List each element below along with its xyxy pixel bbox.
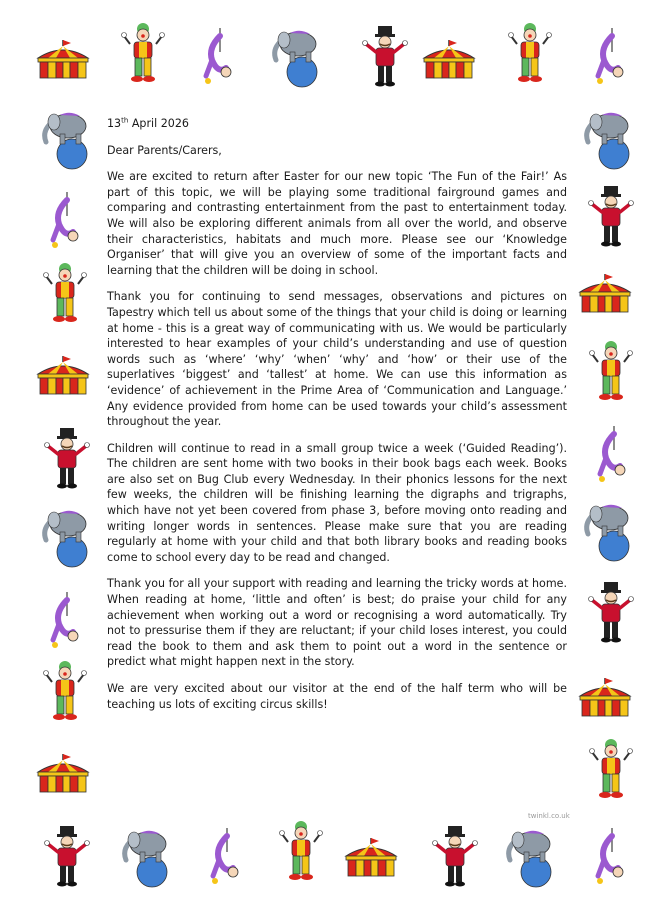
acrobat-icon — [45, 190, 85, 252]
ringmaster-icon — [586, 582, 636, 644]
letter-date — [107, 116, 567, 132]
elephant-on-ball-icon — [502, 826, 560, 890]
date-month-year: April 2026 — [128, 117, 189, 130]
ringmaster-icon — [42, 428, 92, 490]
clown-icon — [586, 340, 636, 402]
circus-tent-icon — [34, 38, 92, 80]
elephant-on-ball-icon — [38, 108, 96, 172]
ringmaster-icon — [430, 826, 480, 888]
letter-paragraph: Thank you for all your support with reading and learning the tricky words at home. When reading at home, ‘little and often’ is best; do praise your child for any achievement when working out a word or recognising a word automatically. Try not to pressurise them if they are reluctant; if your child loses interest, you could read the book to them and ask them to point out a word in the sentence or predict what might happen next in the story. — [107, 577, 567, 669]
letter-paragraph: Children will continue to read in a small group twice a week (‘Guided Reading’). The children are sent home with two books in their book bags each week. Books are also set on Bug Club every Wednesday. In their phonics lessons for the next few weeks, the children will be finishing learning the digraphs and trigraphs, which have not yet been covered from phase 3, before moving onto reading and writing longer words in sentences. Please make sure that you are reading regularly at home with your child and that both library books and reading books come to school every day to be read and changed. — [107, 441, 567, 564]
letter-paragraph: We are excited to return after Easter for our new topic ‘The Fun of the Fair!’ As part of this topic, we will be playing some traditional fairground games and comparing and contrasting entertainment from the past to entertainment today. We will also be exploring different animals from all over the world, and observe their characteristics, habitats and much more. Please see our ‘Knowledge Organiser’ that will give you an overview of some of the important facts and learning that the children will be doing in school. — [107, 170, 567, 277]
acrobat-icon — [205, 826, 245, 888]
acrobat-icon — [590, 26, 630, 88]
ringmaster-icon — [586, 186, 636, 248]
ringmaster-icon — [360, 26, 410, 88]
clown-icon — [118, 22, 168, 84]
acrobat-icon — [590, 826, 630, 888]
circus-tent-icon — [34, 354, 92, 396]
ringmaster-icon — [42, 826, 92, 888]
circus-tent-icon — [420, 38, 478, 80]
clown-icon — [40, 660, 90, 722]
circus-tent-icon — [576, 272, 634, 314]
letter-body — [107, 116, 567, 723]
circus-tent-icon — [576, 676, 634, 718]
watermark: twinkl.co.uk — [528, 812, 570, 820]
clown-icon — [276, 820, 326, 882]
date-suffix: th — [121, 116, 129, 125]
elephant-on-ball-icon — [118, 826, 176, 890]
letter-greeting: Dear Parents/Carers, — [107, 143, 222, 157]
clown-icon — [505, 22, 555, 84]
clown-icon — [40, 262, 90, 324]
circus-tent-icon — [34, 752, 92, 794]
circus-tent-icon — [342, 836, 400, 878]
clown-icon — [586, 738, 636, 800]
elephant-on-ball-icon — [580, 500, 638, 564]
letter-paragraph: Thank you for continuing to send messages, observations and pictures on Tapestry which tell us about some of the things that your child is doing or learning at home - this is a great way of communicating with us. We would be particularly interested to hear examples of your child’s understanding and use of question words such as ‘where’ ‘why’ ‘when’ ‘why’ and ‘how’ or their use of the superlatives ‘biggest’ and ‘tallest’ at home. We can use this information as ‘evidence’ of achievement in the Prime Area of ‘Communication and Language.’ Any evidence provided from home can be used towards your child’s assessment throughout the year. — [107, 290, 567, 429]
acrobat-icon — [45, 590, 85, 652]
elephant-on-ball-icon — [580, 108, 638, 172]
letter-paragraph: We are very excited about our visitor at the end of the half term who will be teaching us lots of exciting circus skills! — [107, 682, 567, 711]
elephant-on-ball-icon — [38, 506, 96, 570]
date-day: 13 — [107, 117, 122, 130]
acrobat-icon — [198, 26, 238, 88]
elephant-on-ball-icon — [268, 26, 326, 90]
acrobat-icon — [592, 424, 632, 486]
